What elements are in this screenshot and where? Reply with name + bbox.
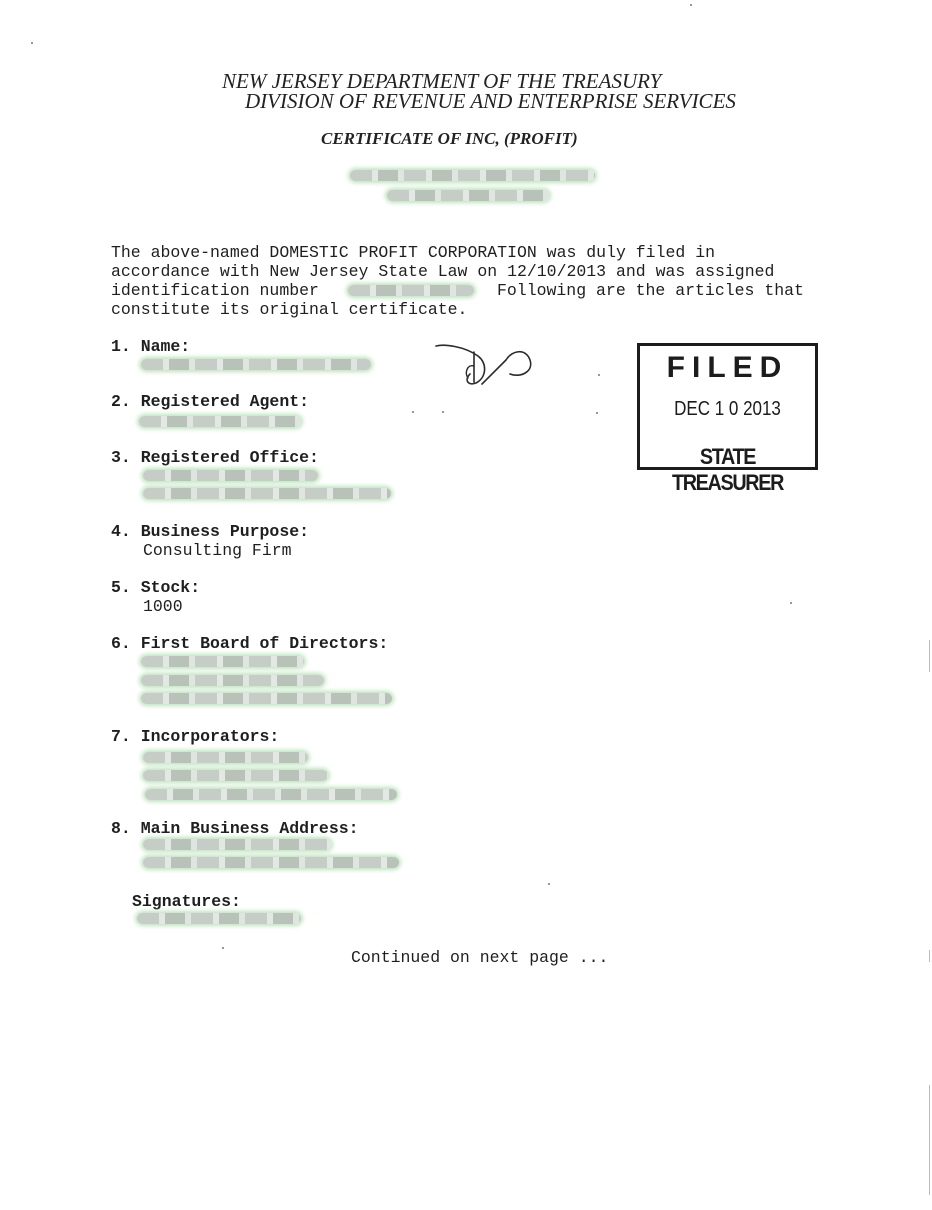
continued-note: Continued on next page ... [351,948,609,967]
intro-line-3b: Following are the articles that [497,281,804,300]
business-purpose-value: Consulting Firm [143,541,292,560]
redacted-director-1 [141,656,304,667]
intro-line-2: accordance with New Jersey State Law on 12/10/2013 and was assigned [111,262,775,281]
article-name-label: 1. Name: [111,337,191,356]
article-registered-office-label: 3. Registered Office: [111,448,319,467]
article-incorporators-label: 7. Incorporators: [111,727,280,746]
scan-speck [412,411,414,413]
redacted-incorporator-3 [145,789,397,800]
article-main-address-label: 8. Main Business Address: [111,819,359,838]
filed-stamp [637,343,818,495]
redacted-identification-number [348,285,474,296]
redacted-address-line-2 [143,857,399,868]
article-registered-agent-label: 2. Registered Agent: [111,392,310,411]
scan-speck [790,602,792,604]
scan-edge-mark [929,1085,930,1195]
stamp-treasurer-text: STATE TREASURER [671,444,784,495]
redacted-office-line-2 [143,488,391,499]
handwritten-initials [430,338,540,392]
redacted-signature [137,913,301,924]
article-stock-label: 5. Stock: [111,578,201,597]
redacted-office-line-1 [143,470,318,481]
signatures-label: Signatures: [132,892,241,911]
redacted-entity-name [350,170,595,181]
stamp-date-text: DEC 1 0 2013 [674,398,781,420]
article-directors-label: 6. First Board of Directors: [111,634,389,653]
scan-speck [222,947,224,949]
scan-speck [596,412,598,414]
scan-edge-mark [929,640,930,672]
scan-speck [442,411,444,413]
certificate-title: CERTIFICATE OF INC, (PROFIT) [321,129,578,148]
stock-value: 1000 [143,597,183,616]
redacted-name [141,359,371,370]
redacted-entity-id [387,190,549,201]
redacted-director-2 [141,675,324,686]
redacted-incorporator-1 [143,752,308,763]
scan-speck [31,42,33,44]
redacted-address-line-1 [143,839,331,850]
stamp-filed-text: FILED [666,351,789,384]
scan-speck [598,374,600,376]
scan-edge-mark [929,950,930,962]
intro-line-3a: identification number [111,281,319,300]
department-title: NEW JERSEY DEPARTMENT OF THE TREASURY [222,69,662,93]
redacted-director-3 [141,693,392,704]
intro-line-1: The above-named DOMESTIC PROFIT CORPORATION was duly filed in [111,243,715,262]
scan-speck [548,883,550,885]
redacted-incorporator-2 [143,770,328,781]
scan-speck [690,4,692,6]
intro-line-4: constitute its original certificate. [111,300,468,319]
division-title: DIVISION OF REVENUE AND ENTERPRISE SERVICES [245,89,736,113]
redacted-registered-agent [139,416,301,427]
article-business-purpose-label: 4. Business Purpose: [111,522,310,541]
